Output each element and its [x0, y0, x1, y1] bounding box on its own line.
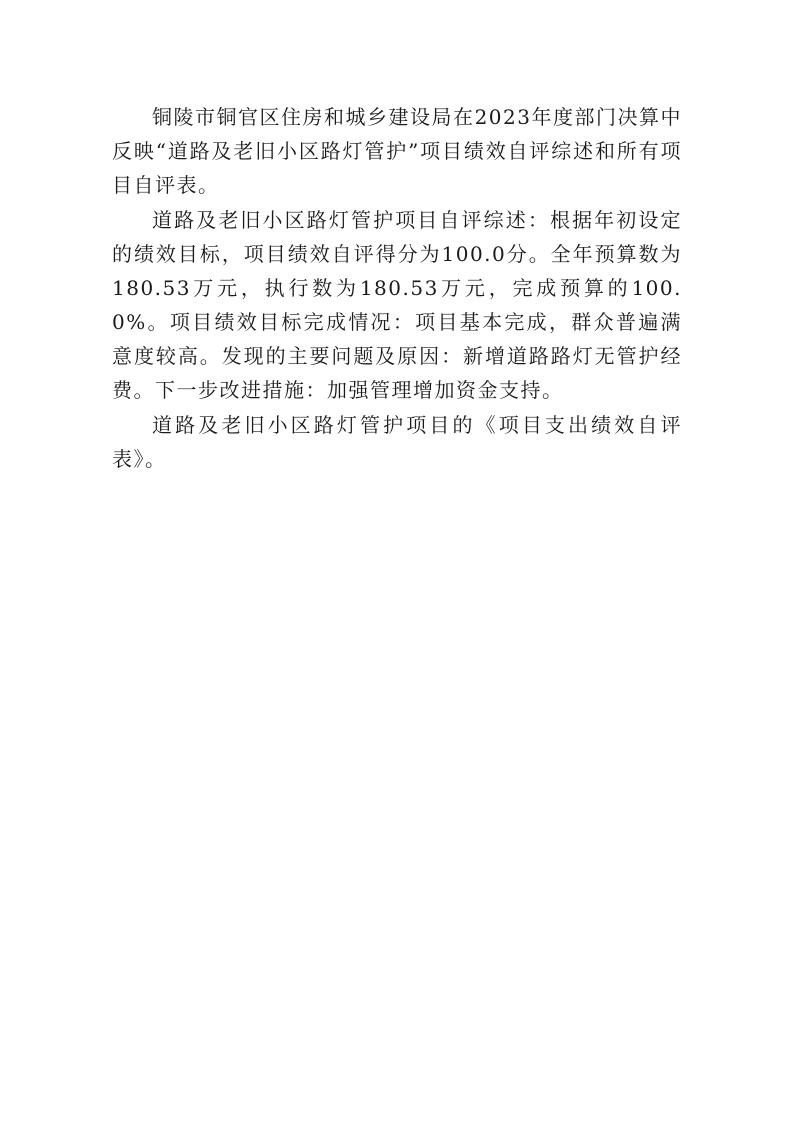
summary-paragraph: 道路及老旧小区路灯管护项目自评综述：根据年初设定的绩效目标，项目绩效自评得分为100.0分。全年预算数为180.53万元，执行数为180.53万元，完成预算的100.0%。项目绩效目标完成情况：项目基本完成，群众普遍满意度较高。发现的主要问题及原因：新增道路路灯无管护经费。下一步改进措施：加强管理增加资金支持。 — [112, 208, 682, 402]
table-reference-paragraph: 道路及老旧小区路灯管护项目的《项目支出绩效自评表》。 — [112, 413, 682, 471]
document-body — [112, 100, 682, 477]
intro-paragraph: 铜陵市铜官区住房和城乡建设局在2023年度部门决算中反映“道路及老旧小区路灯管护”项目绩效自评综述和所有项目自评表。 — [112, 105, 682, 197]
